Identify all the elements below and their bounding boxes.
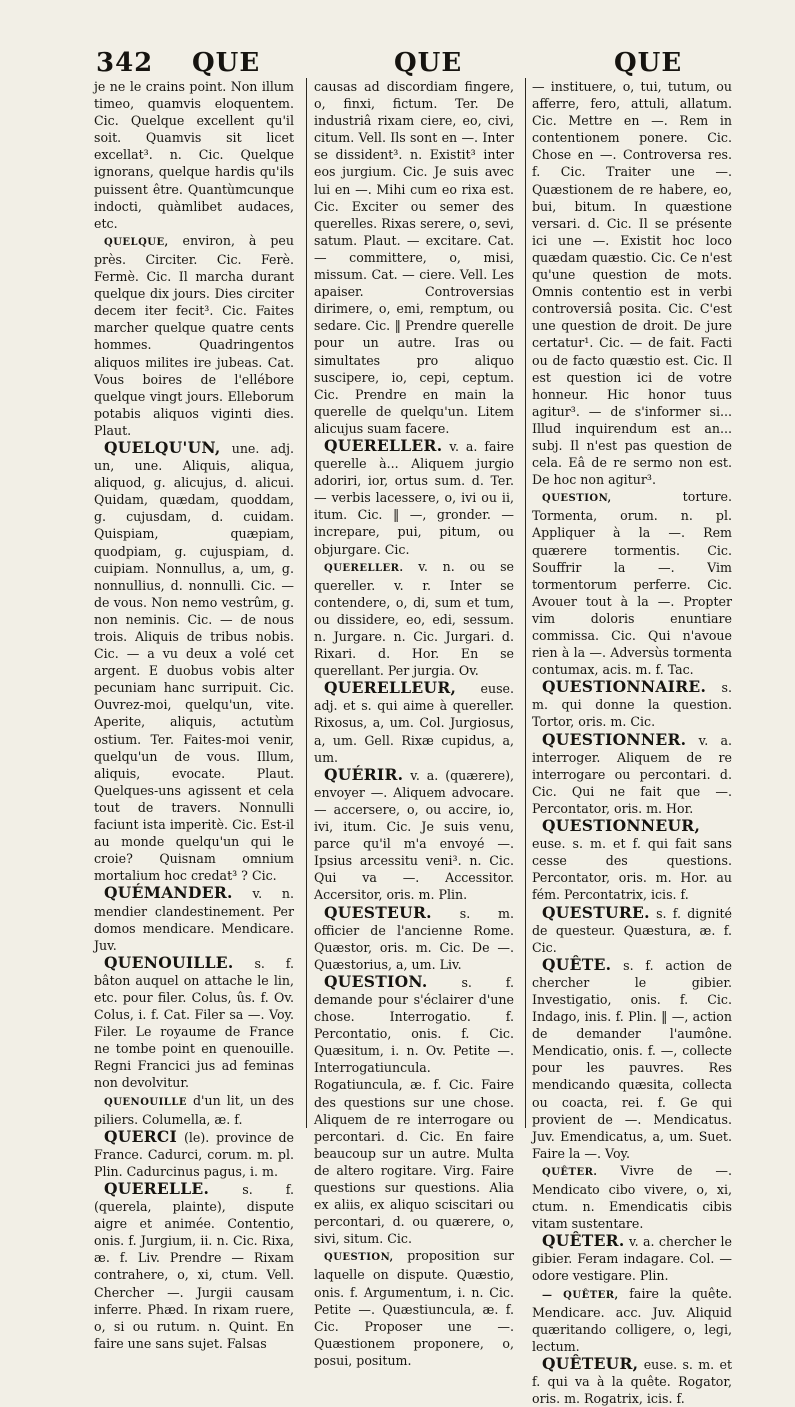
entry-text: une. adj. un, une. Aliquis, aliqua, aliquod, g. alicujus, d. alicui. Quidam, quædam, quoddam, g. cujusdam, d. cuidam. Quispiam, quæpiam, quodpiam, g. cujuspiam, d. cuipiam. Nonnullus, a, um, g. nonnullius, d. nonnulli. Cic. — de vous. Non nemo vestrûm, g. non neminis. Cic. — de nous trois. Aliquis de tribus nobis. Cic. — a vu deux a volé cet argent. E duobus vobis alter pecuniam hanc surripuit. Cic. Ouvrez-moi, quelqu'un, vite. Aperite, aliquis, actutùm ostium. Ter. Faites-moi venir, quelqu'un de vous. Illum, aliquis, evocate. Plaut. Quelques-uns agissent et cela tout de travers. Nonnulli faciunt ista imperitè. Cic. Est-il au monde quelqu'un qui le croie? Quisnam omnium mortalium hoc credat³ ? Cic. — [94, 440, 294, 884]
entry-text: (le). province de France. Cadurci, corum. m. pl. Plin. Cadurcinus pagus, i. m. — [94, 1129, 294, 1179]
entry-text: v. n. ou se quereller. v. r. Inter se contendere, o, di, sum et tum, ou dissidere, eo, edi, sessum. n. Jurgare. n. Cic. Jurgari. d. Rixari. d. Hor. En se querellant. Per jurgia. Ov. — [314, 558, 514, 679]
dictionary-entry — [314, 904, 514, 973]
entry-text: s. f. demande pour s'éclairer d'une chose. Interrogatio. f. Percontatio, onis. f. Cic. Quæsitum, i. n. Ov. Petite —. Interrogatiuncula. Rogatiuncula, æ. f. Cic. Faire des questions sur une chose. Aliquem de re interrogare ou percontari. d. Cic. En faire beaucoup sur un autre. Multa de altero rogitare. Virg. Faire questions sur questions. Alia ex aliis, ex aliquo sciscitari ou percontari, d. ou quærere, o, sivi, situm. Cic. — [314, 974, 514, 1247]
dictionary-entry — [94, 78, 294, 232]
headword: QUÊTE. — [542, 954, 612, 974]
dictionary-entry — [532, 78, 732, 488]
dictionary-entry — [532, 678, 732, 730]
entry-text: s. f. dignité de questeur. Quæstura, æ. f. Cic. — [532, 905, 732, 955]
headword: QUÊTER. — [542, 1231, 625, 1251]
entry-text: v. a. interroger. Aliquem de re interrogare ou percontari. d. Cic. Qui ne fait que —. Percontator, oris. m. Hor. — [532, 732, 732, 816]
headword: QUELQU'UN, — [104, 437, 221, 457]
entry-text: s. f. bâton auquel on attache le lin, etc. pour filer. Colus, ûs. f. Ov. Colus, i. f. Cat. Filer sa —. Voy. Filer. Le royaume de France ne tombe point en quenouille. Regni Francici jus ad feminas non devolvitur. — [94, 955, 294, 1091]
headword: QUESTIONNAIRE. — [542, 677, 707, 697]
headword: QUESTIONNEUR, — [542, 816, 701, 836]
dictionary-entry — [314, 78, 514, 437]
dictionary-entry — [314, 1247, 514, 1369]
headword: QUERELLER. — [324, 562, 404, 574]
entry-text: proposition sur laquelle on dispute. Quæstio, onis. f. Argumentum, i. n. Cic. Petite —. Quæstiuncula, æ. f. Cic. Proposer une —. Quæstionem proponere, o, posui, positum. — [314, 1248, 514, 1368]
dictionary-entry — [532, 904, 732, 956]
headword: QUELQUE, — [104, 236, 169, 248]
headword: QUÊTEUR, — [542, 1353, 639, 1373]
headword: QUERELLE. — [104, 1179, 210, 1198]
dictionary-entry — [532, 488, 732, 678]
dictionary-entry — [94, 1180, 294, 1352]
dictionary-entry — [532, 731, 732, 817]
entry-text: d'un lit, un des piliers. Columella, æ. f. — [94, 1092, 294, 1127]
headword: QUESTIONNER. — [542, 729, 687, 749]
entry-text: euse. adj. et s. qui aime à quereller. Rixosus, a, um. Col. Jurgiosus, a, um. Gell. Rixæ cupidus, a, um. — [314, 681, 514, 765]
entry-text: faire la quête. Mendicare. acc. Juv. Aliquid quæritando colligere, o, legi, lectum. — [532, 1285, 732, 1354]
entry-text: v. n. mendier clandestinement. Per domos mendicare. Mendicare. Juv. — [94, 886, 294, 953]
dictionary-entry — [314, 437, 514, 558]
headword: QUESTEUR. — [324, 902, 432, 922]
headword: QUENOUILLE. — [104, 952, 234, 972]
headword: — QUÊTER, — [542, 1289, 619, 1301]
page-number: 342 — [96, 48, 154, 78]
column-rule — [525, 78, 526, 1128]
dictionary-entry — [94, 439, 294, 884]
dictionary-entry — [532, 1355, 732, 1407]
entry-text: euse. s. m. et f. qui fait sans cesse des questions. Percontator, oris. m. Hor. au fém. Percontatrix, icis. f. — [532, 836, 732, 903]
entry-text: s. f. (querela, plainte), dispute aigre et animée. Contentio, onis. f. Jurgium, ii. n. Cic. Rixa, æ. f. Liv. Prendre — Rixam contrahere, o, xi, ctum. Vell. Chercher —. Jurgii causam inferre. Phæd. In rixam ruere, o, si ou rutum. n. Quint. En faire une sans sujet. Falsas — [94, 1182, 294, 1351]
headword: QUESTURE. — [542, 902, 650, 922]
right-guide-word: QUE — [614, 48, 683, 78]
dictionary-entry — [94, 954, 294, 1092]
entry-text: s. m. officier de l'ancienne Rome. Quæstor, oris. m. Cic. De —. Quæstorius, a, um. Liv. — [314, 905, 514, 972]
dictionary-entry — [532, 956, 732, 1162]
dictionary-entry — [94, 884, 294, 953]
headword: QUÊTER. — [542, 1166, 598, 1178]
entry-text: environ, à peu près. Circiter. Cic. Ferè. Fermè. Cic. Il marcha durant quelque dix jours. Dies circiter decem iter fecit³. Cic. Faites marcher quelque quatre cents hommes. Quadringentos aliquos milites ire jubeas. Cat. Vous boires de l'ellébore quelque vingt jours. Elleborum potabis aliquos viginti dies. Plaut. — [94, 232, 294, 438]
entry-text: v. a. (quærere), envoyer —. Aliquem advocare. — accersere, o, ou accire, io, ivi, itum. Cic. Je suis venu, parce qu'il m'a envoyé —. Ipsius arcessitu veni³. n. Cic. Qui va —. Accessitor. Accersitor, oris. m. Plin. — [314, 767, 514, 903]
headword: QUÉRIR. — [324, 764, 404, 784]
column-rule — [306, 78, 307, 1128]
headword: QUENOUILLE — [104, 1096, 187, 1108]
dictionary-entry — [94, 232, 294, 439]
entry-text: v. a. chercher le gibier. Feram indagare. Col. — odore vestigare. Plin. — [532, 1234, 732, 1284]
dictionary-entry — [314, 558, 514, 680]
text-columns — [94, 78, 732, 1407]
column-1 — [94, 78, 294, 1351]
entry-text: s. f. action de chercher le gibier. Investigatio, onis. f. Cic. Indago, inis. f. Plin. ‖ —, action de demander l'aumône. Mendicatio, onis. f. —, collecte pour les pauvres. Res mendicando quæsita, collecta ou coacta, rei. f. Ge qui provient de —. Mendicatus. Juv. Emendicatus, a, um. Suet. Faire la —. Voy. — [532, 957, 732, 1161]
dictionary-entry — [94, 1092, 294, 1128]
entry-text: je ne le crains point. Non illum timeo, quamvis eloquentem. Cic. Quelque excellent qu'il soit. Quamvis sit licet excellat³. n. Cic. Quelque ignorans, quelque hardis qu'ils puissent être. Quantùmcunque indocti, quàmlibet audaces, etc. — [94, 79, 294, 231]
entry-text: causas ad discordiam fingere, o, finxi, fictum. Ter. De industriâ rixam ciere, eo, civi, citum. Vell. Ils sont en —. Inter se dissident³. n. Existit³ inter eos jurgium. Cic. Je suis avec lui en —. Mihi cum eo rixa est. Cic. Exciter ou semer des querelles. Rixas serere, o, sevi, satum. Plaut. — excitare. Cat. — committere, o, misi, missum. Cat. — ciere. Vell. Les apaiser. Controversias dirimere, o, emi, remptum, ou sedare. Cic. ‖ Prendre querelle pour un autre. Iras ou simultates pro aliquo suscipere, io, cepi, ceptum. Cic. Prendre en main la querelle de quelqu'un. Litem alicujus suam facere. — [314, 79, 514, 436]
column-3 — [532, 78, 732, 1407]
dictionary-entry — [314, 766, 514, 904]
dictionary-entry — [532, 1162, 732, 1232]
entry-text: torture. Tormenta, orum. n. pl. Appliquer à la —. Rem quærere tormentis. Cic. Souffrir la —. Vim tormentorum perferre. Cic. Avouer tout à la —. Propter vim doloris enuntiare commissa. Cic. Qui n'avoue rien à la —. Adversùs tormenta contumax, acis. m. f. Tac. — [532, 489, 732, 678]
entry-text: v. a. faire querelle à... Aliquem jurgio adoriri, ior, ortus sum. d. Ter. — verbis lacessere, o, ivi ou ii, itum. Cic. ‖ —, gronder. — increpare, pui, pitum, ou objurgare. Cic. — [314, 438, 514, 557]
running-header — [96, 48, 716, 80]
left-guide-word: QUE — [192, 48, 261, 78]
entry-text: euse. s. m. et f. qui va à la quête. Rogator, oris. m. Rogatrix, icis. f. — [532, 1356, 732, 1407]
dictionary-entry — [532, 1285, 732, 1355]
headword: QUERELLER. — [324, 435, 443, 455]
entry-text: — instituere, o, tui, tutum, ou afferre, fero, attuli, allatum. Cic. Mettre en —. Rem in contentionem ponere. Cic. Chose en —. Controversa res. f. Cic. Traiter une —. Quæstionem de re habere, eo, bui, bitum. In quæstione versari. d. Cic. Il se présente ici une —. Existit hoc loco quædam quæstio. Cic. Ce n'est qu'une question de mots. Omnis contentio est in verbi controversiâ posita. Cic. C'est une question de droit. De jure certatur¹. Cic. — de fait. Facti ou de facto quæstio est. Cic. Il est question ici de votre honneur. Hic honor tuus agitur³. — de s'informer si... Illud inquirendum est an... subj. Il n'est pas question de cela. Eâ de re sermo non est. De hoc non agitur³. — [532, 79, 732, 488]
headword: QUESTION, — [542, 493, 612, 505]
headword: QUERELLEUR, — [324, 678, 457, 698]
dictionary-entry — [314, 679, 514, 765]
column-2 — [314, 78, 514, 1368]
dictionary-entry — [94, 1128, 294, 1180]
entry-text: s. m. qui donne la question. Tortor, oris. m. Cic. — [532, 680, 732, 730]
headword: QUERCI — [104, 1126, 178, 1146]
headword: QUESTION. — [324, 971, 428, 991]
dictionary-entry — [314, 973, 514, 1248]
dictionary-entry — [532, 1232, 732, 1284]
dictionary-entry — [532, 817, 732, 903]
center-guide-word: QUE — [394, 48, 463, 78]
entry-text: Vivre de —. Mendicato cibo vivere, o, xi, ctum. n. Emendicatis cibis vitam sustentare. — [532, 1162, 732, 1232]
headword: QUESTION, — [324, 1252, 394, 1264]
headword: QUÉMANDER. — [104, 883, 233, 903]
